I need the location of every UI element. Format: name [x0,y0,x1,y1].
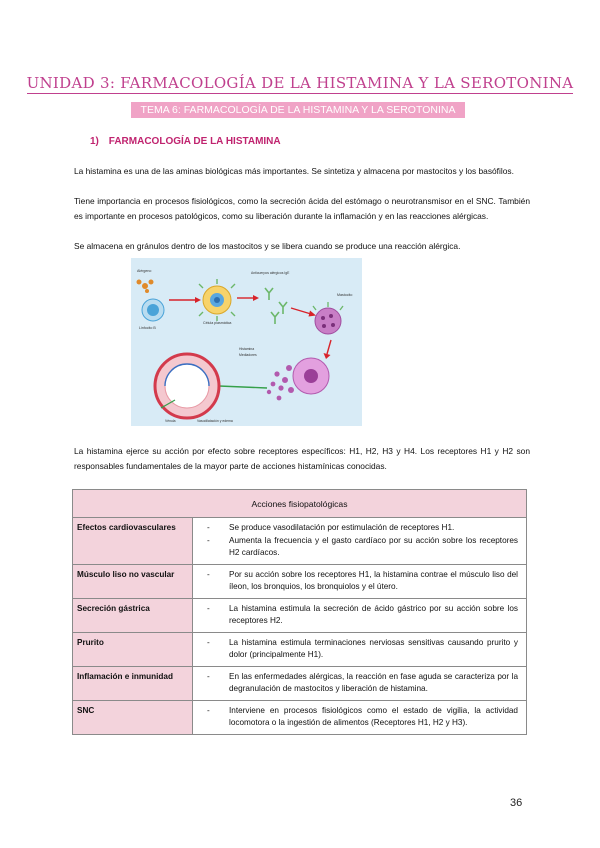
histamine-release-figure [131,258,362,426]
unit-title: UNIDAD 3: FARMACOLOGÍA DE LA HISTAMINA Y LA SEROTONINA [26,74,574,92]
paragraph-intro: La histamina es una de las aminas biológicas más importantes. Se sintetiza y almacena por mastocitos y los basófilos. [74,166,514,176]
table-row [73,598,527,632]
page-number: 36 [510,797,523,809]
row-label: Prurito [73,632,193,666]
table-row [73,564,527,598]
allergy-diagram [131,258,362,426]
label-alergeno: Alérgeno [137,269,152,273]
section-number: 1) [90,136,99,147]
tema-banner: TEMA 6: FARMACOLOGÍA DE LA HISTAMINA Y LA SEROTONINA [131,102,465,118]
row-item: - Por su acción sobre los receptores H1, la histamina contrae el músculo liso del íleon, los bronquios, los bronquiolos y el útero. [229,569,518,594]
label-linfocito: Linfocito B [139,326,156,330]
row-item: - Aumenta la frecuencia y el gasto cardíaco por su acción sobre los receptores H2 cardíacos. [229,535,518,560]
row-item: - La histamina estimula terminaciones nerviosas sensitivas causando prurito y dolor (principalmente H1). [229,637,518,662]
row-label: Inflamación e inmunidad [73,666,193,700]
lymphocyte-icon [142,299,164,321]
row-label: Efectos cardiovasculares [73,518,193,565]
row-label: Secreción gástrica [73,598,193,632]
table-row [73,700,527,734]
row-item: - Se produce vasodilatación por estimulación de receptores H1. [229,522,518,535]
label-celula-plasmatica: Célula plasmática [203,321,232,325]
label-vasodilatacion: Vasodilatación y edema [197,419,233,423]
row-item: - Interviene en procesos fisiológicos como el estado de vigilia, la actividad locomotora o la ingestión de alimentos (Receptores H1, H2 y H3). [229,705,518,730]
label-mastocito: Mastocito [337,293,353,297]
section-title: FARMACOLOGÍA DE LA HISTAMINA [108,136,281,147]
label-anticuerpos: Anticuerpos alérgicos IgE [251,271,290,275]
table-header: Acciones fisiopatológicas [73,490,527,518]
label-mediadores: Mediadores [239,353,257,357]
label-vaso: Vénula [165,419,176,423]
row-label: SNC [73,700,193,734]
section-heading [90,136,281,147]
row-label: Músculo liso no vascular [73,564,193,598]
blood-vessel-icon [155,354,219,418]
paragraph-receptors: La histamina ejerce su acción por efecto sobre receptores específicos: H1, H2, H3 y H4. Los receptores H1 y H2 son responsables fundamentales de la mayor parte de acciones histamínicas conocidas. [74,446,530,472]
table-row [73,666,527,700]
row-item: - En las enfermedades alérgicas, la reacción en fase aguda se caracteriza por la degranulación de mastocitos y liberación de histamina. [229,671,518,696]
table-row [73,632,527,666]
paragraph-storage: Se almacena en gránulos dentro de los mastocitos y se libera cuando se produce una reacción alérgica. [74,241,461,251]
fisiopatologia-table [72,489,527,735]
label-histamina: Histamina [239,347,255,351]
table-row [73,518,527,565]
row-item: - La histamina estimula la secreción de ácido gástrico por su acción sobre los receptores H2. [229,603,518,628]
paragraph-importance: Tiene importancia en procesos fisiológicos, como la secreción ácida del estómago o neurotransmisor en el SNC. También es importante en procesos patológicos, como su liberación durante la inflamación y en las reacciones alérgicas. [74,196,530,222]
